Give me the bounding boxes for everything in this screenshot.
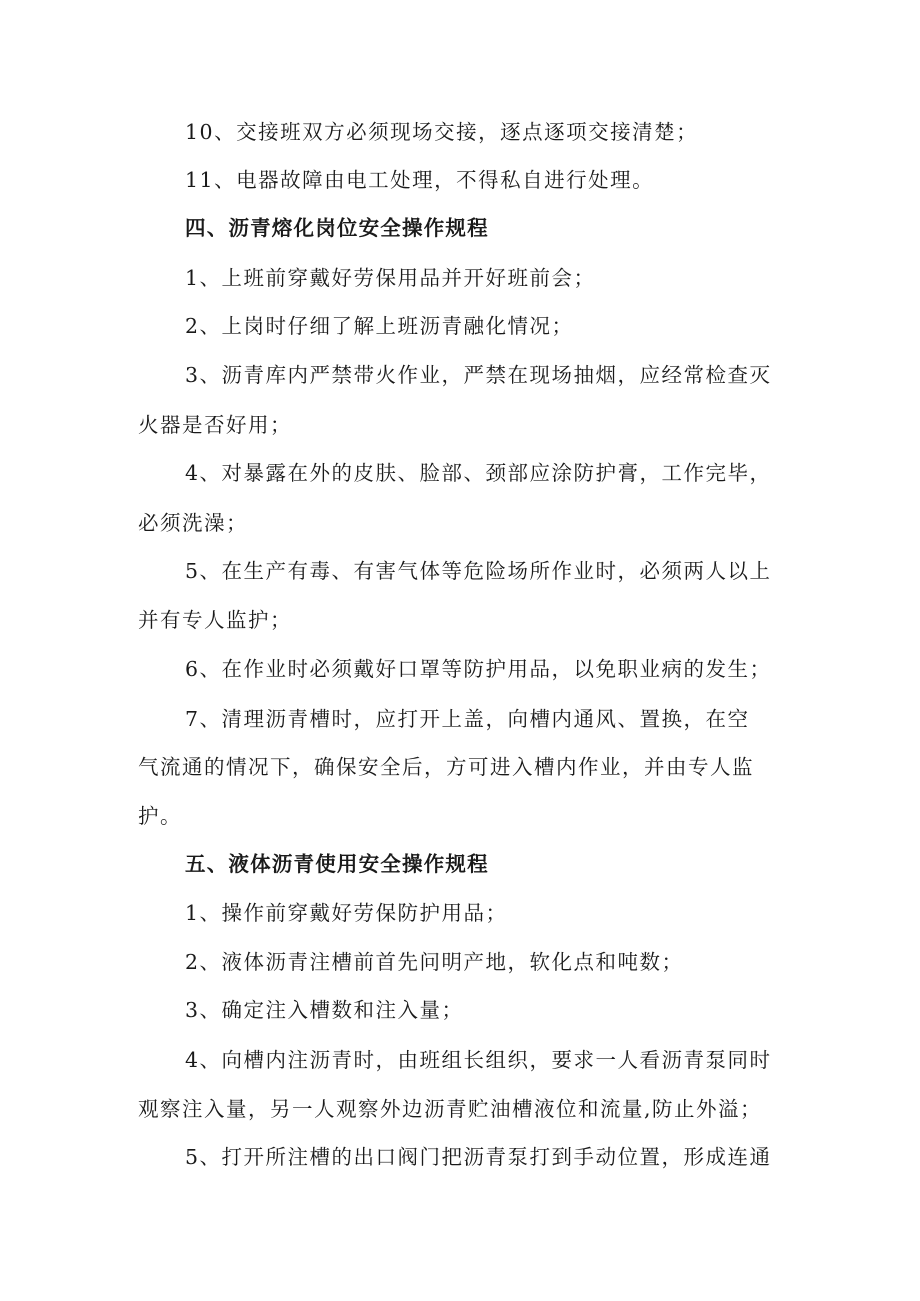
section-5-item-2: 2、液体沥青注槽前首先问明产地，软化点和吨数； [185, 950, 684, 974]
section-5-item-4-line-1: 4、向槽内注沥青时，由班组长组织，要求一人看沥青泵同时 [185, 1048, 772, 1072]
section-4-item-1: 1、上班前穿戴好劳保用品并开好班前会； [185, 266, 596, 290]
section-4-item-7-line-1: 7、清理沥青槽时，应打开上盖，向槽内通风、置换，在空 [185, 707, 750, 731]
section-5-item-1: 1、操作前穿戴好劳保防护用品； [185, 901, 508, 925]
section-4-item-4-line-2: 必须洗澡； [138, 511, 248, 535]
item-10: 10、交接班双方必须现场交接，逐点逐项交接清楚； [185, 120, 699, 144]
section-5-item-4-line-2: 观察注入量，另一人观察外边沥青贮油槽液位和流量,防止外溢； [138, 1097, 763, 1121]
item-11: 11、电器故障由电工处理，不得私自进行处理。 [185, 168, 655, 192]
section-4-item-4-line-1: 4、对暴露在外的皮肤、脸部、颈部应涂防护膏，工作完毕， [185, 461, 772, 485]
section-4-heading: 四、沥青熔化岗位安全操作规程 [185, 216, 489, 240]
section-5-item-3: 3、确定注入槽数和注入量； [185, 998, 464, 1022]
section-4-item-3-line-1: 3、沥青库内严禁带火作业，严禁在现场抽烟，应经常检查灭 [185, 363, 772, 387]
section-4-item-7-line-2: 气流通的情况下，确保安全后，方可进入槽内作业，并由专人监 [138, 755, 754, 779]
section-4-item-2: 2、上岗时仔细了解上班沥青融化情况； [185, 314, 574, 338]
section-4-item-5-line-2: 并有专人监护； [138, 608, 292, 632]
section-5-heading: 五、液体沥青使用安全操作规程 [185, 852, 489, 876]
section-4-item-6: 6、在作业时必须戴好口罩等防护用品，以免职业病的发生； [185, 657, 772, 681]
section-4-item-3-line-2: 火器是否好用； [138, 413, 292, 437]
section-4-item-5-line-1: 5、在生产有毒、有害气体等危险场所作业时，必须两人以上 [185, 559, 772, 583]
section-5-item-5-line-1: 5、打开所注槽的出口阀门把沥青泵打到手动位置，形成连通 [185, 1145, 772, 1169]
section-4-item-7-line-3: 护。 [138, 804, 182, 828]
